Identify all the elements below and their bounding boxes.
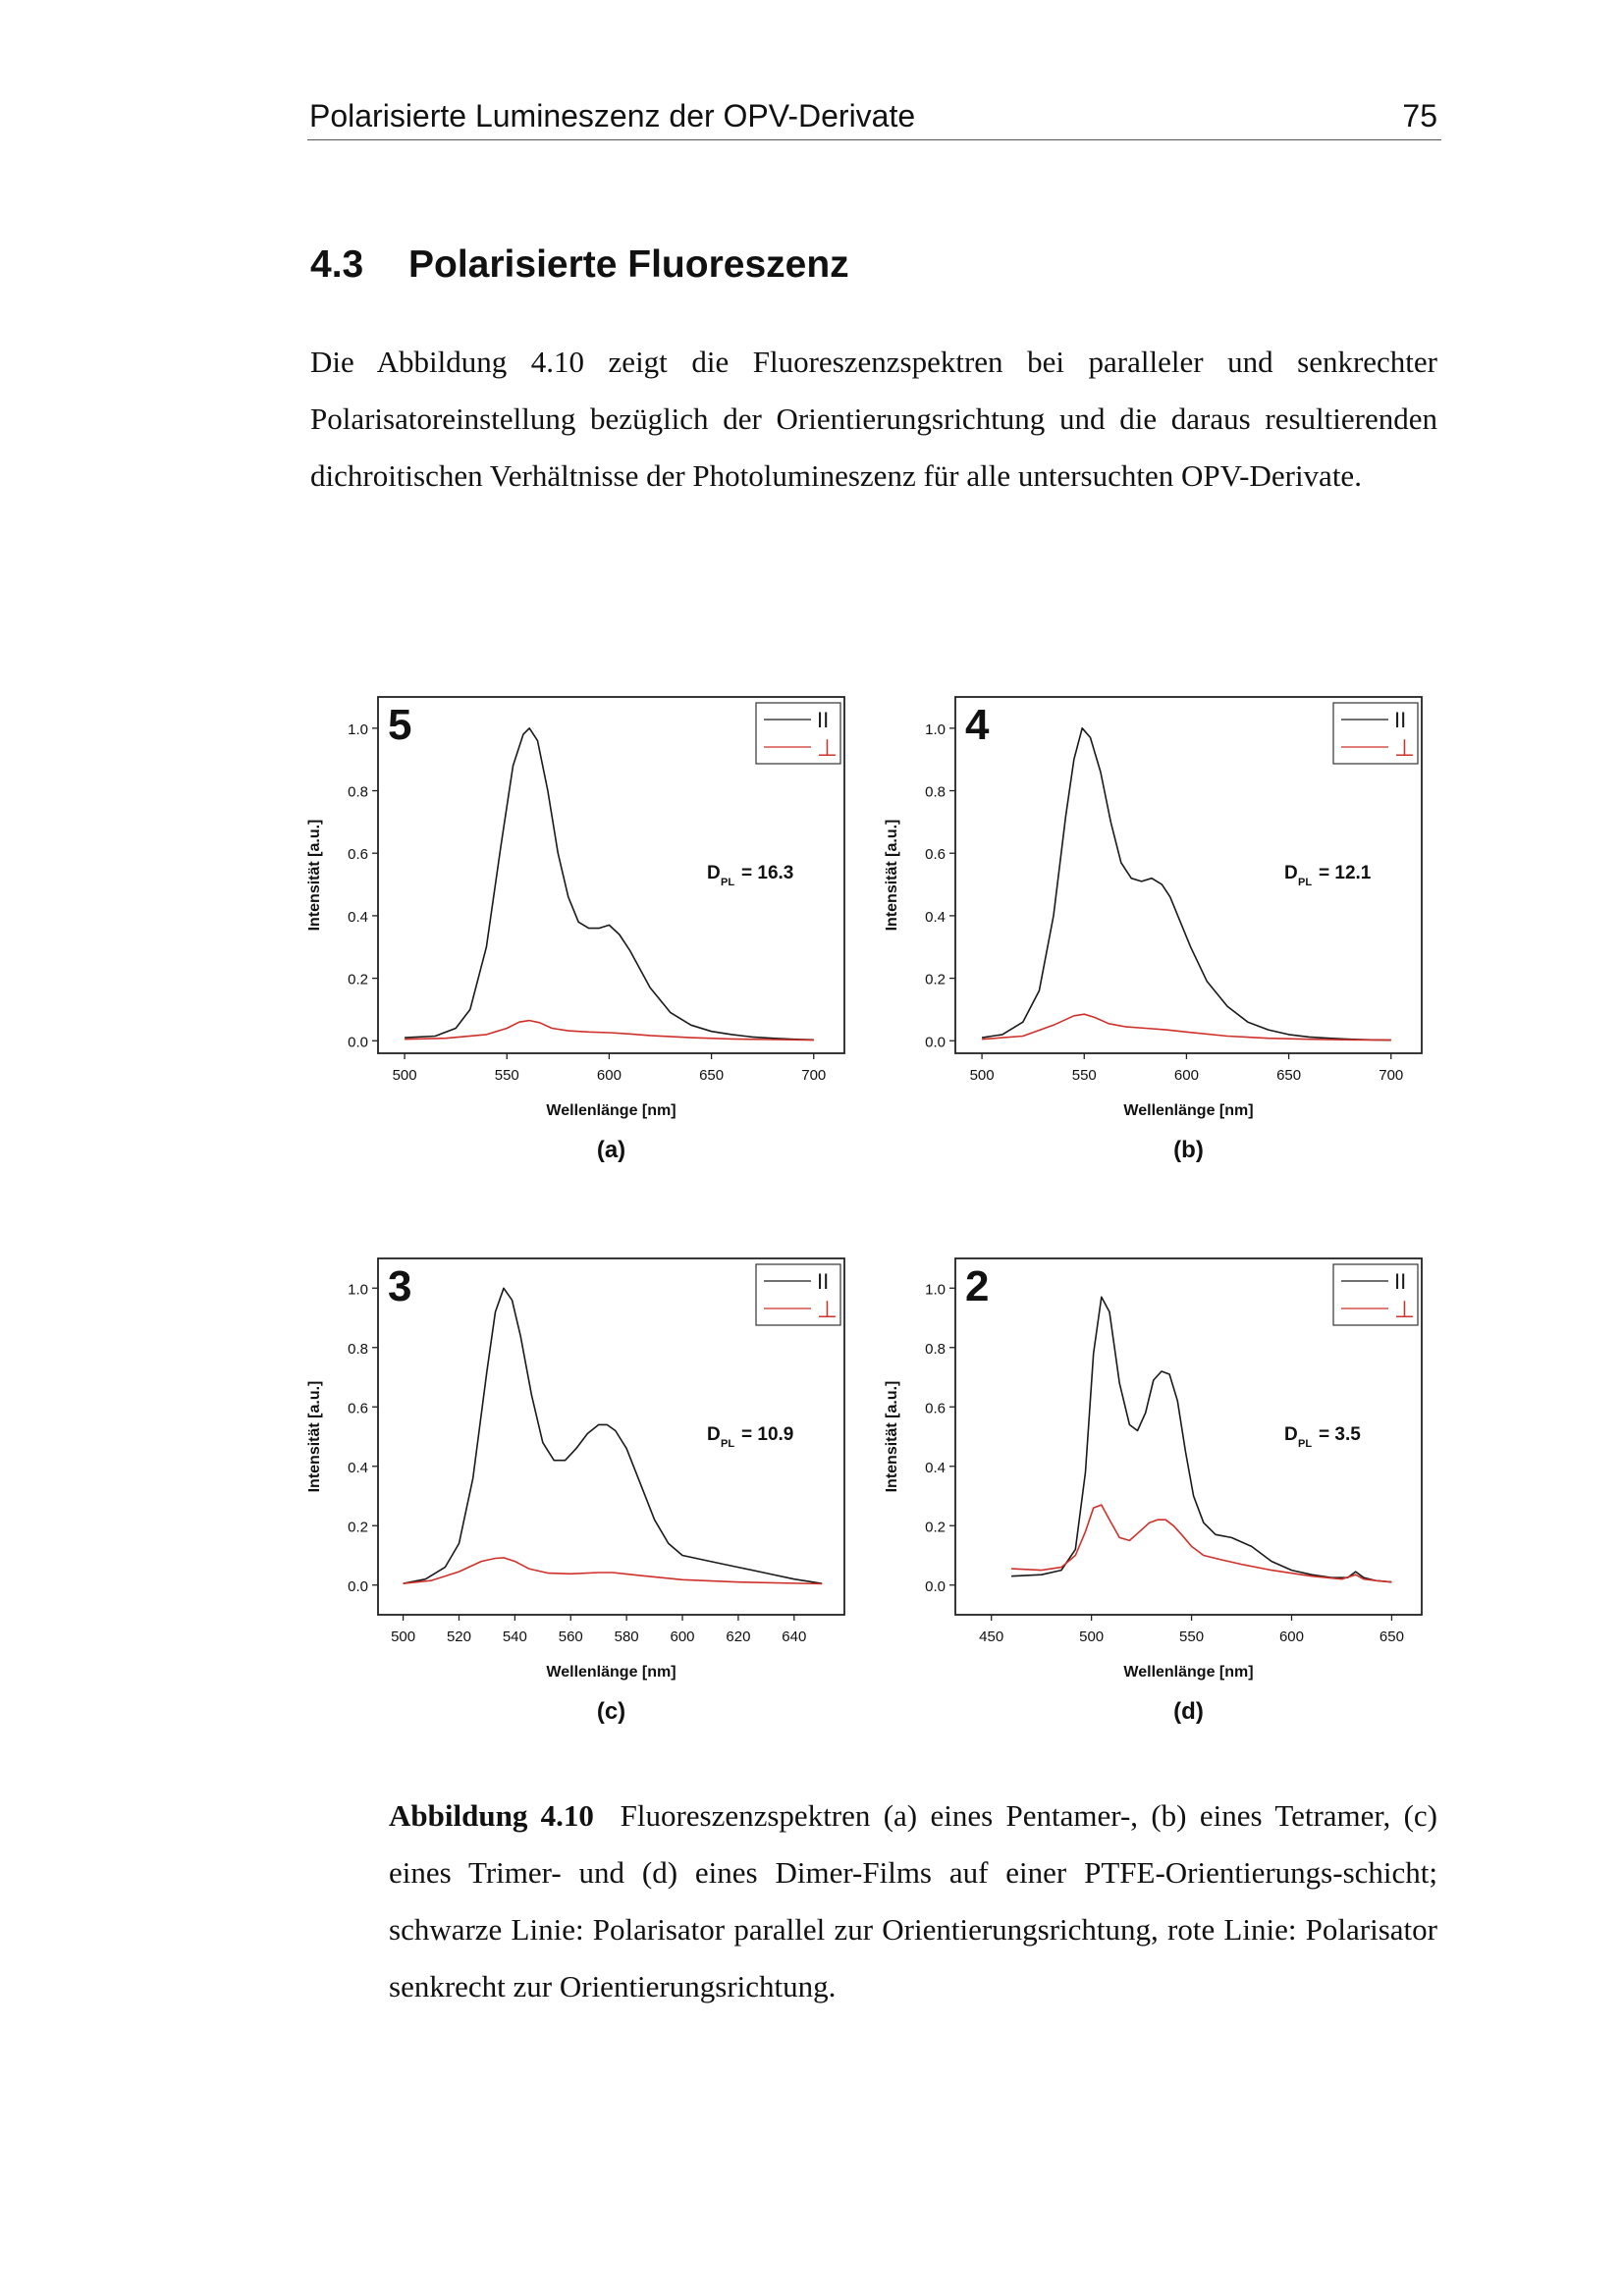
legend-label-parallel: II [817,1269,830,1294]
x-tick-label: 500 [392,1067,417,1084]
y-tick-label: 0.8 [348,1340,368,1358]
running-head [307,96,1441,140]
ratio-symbol: D [707,1424,721,1445]
panel-label: (b) [1173,1137,1204,1163]
y-tick-label: 0.2 [348,1519,368,1536]
ratio-symbol: D [707,863,721,883]
y-axis-label: Intensität [a.u.] [306,819,323,932]
x-tick-label: 600 [1278,1629,1305,1645]
x-tick-label: 620 [726,1629,751,1645]
x-tick-label: 550 [494,1067,519,1084]
ratio-subscript: PL [721,1438,735,1450]
y-axis-label: Intensität [a.u.] [306,1380,323,1493]
chart-panel [306,1258,844,1725]
x-tick-label: 560 [558,1629,583,1645]
y-tick-label: 1.0 [925,1281,946,1299]
x-axis-label: Wellenlänge [nm] [546,1664,676,1681]
ratio-subscript: PL [1298,1438,1313,1450]
panel-label: (d) [1173,1698,1204,1725]
x-tick-label: 540 [502,1629,527,1645]
x-tick-label: 700 [801,1067,827,1084]
section-number: 4.3 [310,243,364,286]
y-tick-label: 1.0 [925,721,946,738]
y-axis-label: Intensität [a.u.] [884,1380,900,1493]
running-head-title: Polarisierte Lumineszenz der OPV-Derivate [309,98,916,133]
legend-label-parallel: II [817,708,830,732]
figure-caption [389,1788,1437,2015]
y-tick-label: 0.8 [348,783,368,801]
x-axis-label: Wellenlänge [nm] [546,1102,676,1119]
y-tick-label: 0.2 [925,971,946,988]
x-tick-label: 500 [969,1067,995,1084]
y-tick-label: 0.4 [925,908,946,926]
y-tick-label: 0.4 [348,1459,368,1476]
x-tick-label: 550 [1179,1629,1205,1645]
y-tick-label: 0.0 [348,1034,368,1051]
caption-label: Abbildung 4.10 [389,1798,594,1833]
ratio-subscript: PL [721,877,735,888]
ratio-symbol: D [1284,863,1298,883]
ratio-symbol: D [1284,1424,1298,1445]
x-tick-label: 520 [446,1629,472,1645]
y-tick-label: 0.2 [348,971,368,988]
ratio-value: = 3.5 [1319,1424,1361,1445]
molecule-number-label: 5 [388,701,412,749]
y-tick-label: 1.0 [348,721,368,738]
panel-label: (a) [596,1137,626,1163]
legend-label-perpendicular: ⊥ [817,735,838,762]
y-tick-label: 1.0 [348,1281,368,1299]
y-tick-label: 0.0 [925,1577,946,1595]
section-title: Polarisierte Fluoreszenz [408,243,849,286]
x-tick-label: 600 [670,1629,695,1645]
x-axis-label: Wellenlänge [nm] [1123,1664,1254,1681]
x-tick-label: 640 [782,1629,807,1645]
ratio-value: = 16.3 [741,863,794,883]
x-tick-label: 500 [391,1629,416,1645]
y-tick-label: 0.8 [925,783,946,801]
ratio-value: = 12.1 [1319,863,1372,883]
x-tick-label: 500 [1079,1629,1105,1645]
x-tick-label: 580 [614,1629,639,1645]
molecule-number-label: 4 [965,701,990,749]
section-heading [310,243,849,287]
x-axis-label: Wellenlänge [nm] [1123,1102,1254,1119]
legend-label-parallel: II [1394,1269,1407,1294]
page-number: 75 [1402,98,1437,133]
y-tick-label: 0.4 [925,1459,946,1476]
chart-panel [884,1258,1422,1725]
x-tick-label: 650 [1379,1629,1404,1645]
chart-panel [306,697,844,1163]
chart-panel [884,697,1422,1163]
y-tick-label: 0.0 [925,1034,946,1051]
y-tick-label: 0.8 [925,1340,946,1358]
figure-4-10 [304,682,1443,1772]
body-paragraph: Die Abbildung 4.10 zeigt die Fluoreszenzspektren bei paralleler und senkrechter Polarisatoreinstellung bezüglich der Orientierungsrichtung und die daraus resultierenden dichroitischen Verhältnisse der Photolumineszenz für alle untersuchten OPV-Derivate. [310,345,1437,493]
ratio-subscript: PL [1298,877,1313,888]
caption-text: Fluoreszenzspektren (a) eines Pentamer-, (b) eines Tetramer, (c) eines Trimer- und (d) eines Dimer-Films auf einer PTFE-Orientierungs-schicht; schwarze Linie: Polarisator parallel zur Orientierungsrichtung, rote Linie: Polarisator senkrecht zur Orientierungsrichtung. [389,1798,1437,2003]
x-tick-label: 600 [1173,1067,1199,1084]
x-tick-label: 450 [979,1629,1004,1645]
x-tick-label: 650 [699,1067,725,1084]
molecule-number-label: 3 [388,1262,412,1310]
y-tick-label: 0.6 [348,846,368,864]
y-tick-label: 0.6 [925,1400,946,1417]
legend-label-perpendicular: ⊥ [1394,735,1415,762]
legend-label-perpendicular: ⊥ [817,1297,838,1323]
x-tick-label: 700 [1379,1067,1404,1084]
x-tick-label: 550 [1071,1067,1097,1084]
legend-label-perpendicular: ⊥ [1394,1297,1415,1323]
panel-label: (c) [596,1698,626,1725]
y-tick-label: 0.2 [925,1519,946,1536]
y-axis-label: Intensität [a.u.] [884,819,900,932]
y-tick-label: 0.6 [348,1400,368,1417]
x-tick-label: 650 [1276,1067,1302,1084]
molecule-number-label: 2 [965,1262,990,1310]
legend-label-parallel: II [1394,708,1407,732]
y-tick-label: 0.6 [925,846,946,864]
y-tick-label: 0.4 [348,908,368,926]
y-tick-label: 0.0 [348,1577,368,1595]
ratio-value: = 10.9 [741,1424,794,1445]
x-tick-label: 600 [596,1067,622,1084]
